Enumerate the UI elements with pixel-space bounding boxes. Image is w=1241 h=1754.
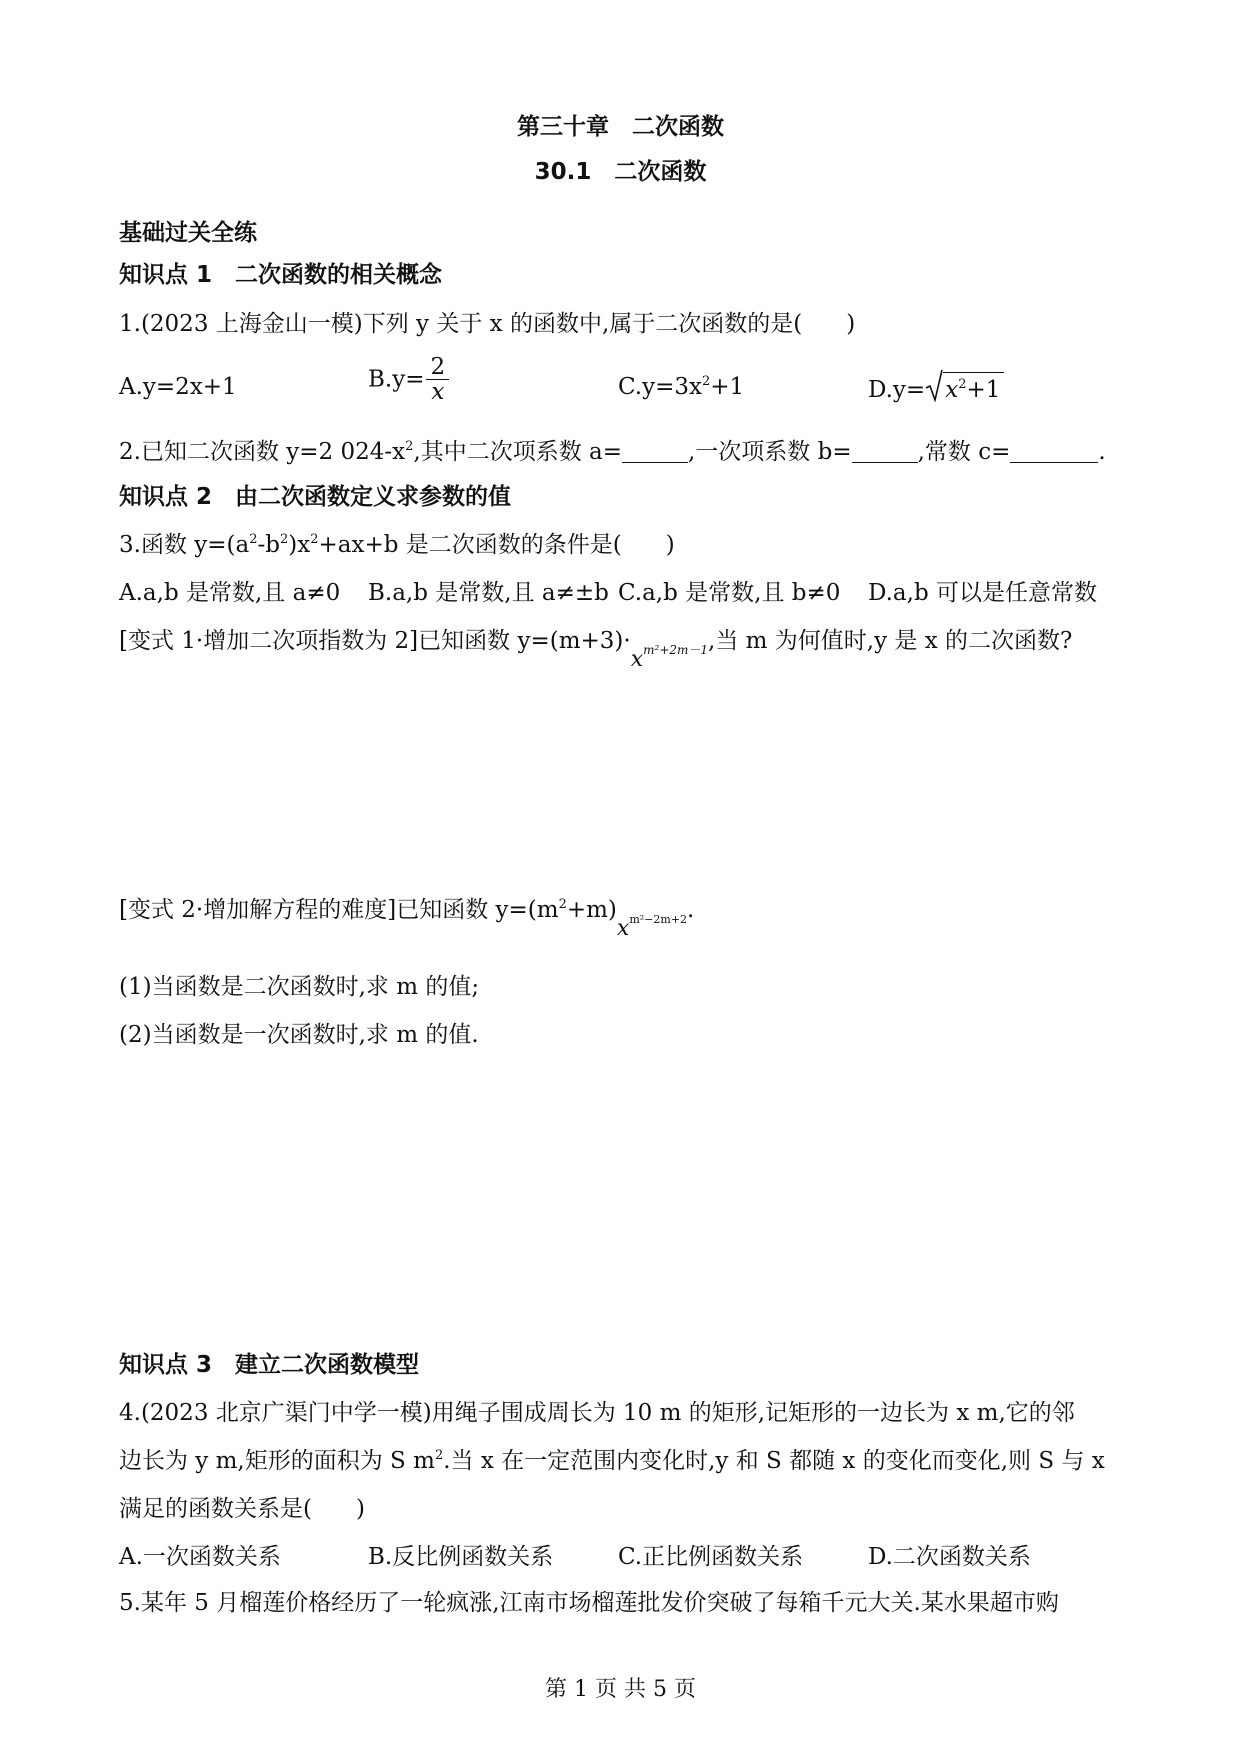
q4-option-b[interactable] — [368, 1542, 553, 1572]
question-3-stem — [119, 530, 675, 560]
radical-sign-icon — [925, 368, 943, 402]
q3-sup-1: 2 — [249, 532, 258, 547]
q1-close: ) — [846, 311, 856, 337]
knowledge-point-2: 知识点 2 由二次函数定义求参数的值 — [119, 484, 512, 510]
variant-2 — [119, 895, 695, 941]
question-4-line-3 — [119, 1494, 365, 1524]
q3-sup-2: 2 — [280, 532, 289, 547]
q3-option-b-text: B.a,b 是常数,且 a≠±b — [368, 580, 609, 606]
q3-option-a[interactable] — [119, 578, 340, 608]
q3-option-d[interactable] — [868, 578, 1097, 608]
radicand-post: +1 — [966, 377, 1001, 403]
q3-close: ) — [665, 532, 675, 558]
radicand-sup: 2 — [958, 377, 967, 392]
knowledge-point-3: 知识点 3 建立二次函数模型 — [119, 1352, 420, 1378]
q4-l3-text: 满足的函数关系是( — [119, 1496, 312, 1522]
q4-option-d[interactable] — [868, 1542, 1031, 1572]
q4-l2-pre: 边长为 y m,矩形的面积为 S m — [119, 1448, 435, 1474]
v2-sup: 2 — [558, 897, 567, 912]
variant-2-part-1: (1)当函数是二次函数时,求 m 的值; — [119, 974, 480, 1000]
v1-x: x — [630, 647, 644, 672]
q3-post: +ax+b 是二次函数的条件是( — [318, 532, 622, 558]
q3-option-a-text: A.a,b 是常数,且 a≠0 — [119, 580, 341, 606]
q2-blank-c[interactable] — [1010, 440, 1098, 463]
section-title: 30.1 二次函数 — [534, 159, 707, 185]
q2-pre: 2.已知二次函数 y=2 024-x — [119, 439, 406, 465]
knowledge-point-1: 知识点 1 二次函数的相关概念 — [119, 262, 443, 288]
q1-option-b[interactable] — [368, 355, 449, 404]
q4-option-a[interactable] — [119, 1542, 281, 1572]
radicand-x: x — [945, 377, 959, 403]
v1-post: ,当 m 为何值时,y 是 x 的二次函数? — [708, 628, 1073, 654]
variant-1 — [119, 626, 1073, 672]
q3-option-d-text: D.a,b 可以是任意常数 — [868, 580, 1097, 606]
q2-blank-b[interactable] — [852, 440, 918, 463]
q3-option-c[interactable] — [618, 578, 840, 608]
q1-option-d-sqrt — [925, 372, 1004, 405]
q2-sup: 2 — [405, 439, 414, 454]
variant-2-part-2: (2)当函数是一次函数时,求 m 的值. — [119, 1022, 479, 1048]
v2-exponent: m²−2m+2 — [629, 913, 688, 926]
q1-option-b-pre: B.y= — [368, 366, 425, 393]
fraction-numerator: 2 — [426, 355, 449, 380]
q4-option-d-text: D.二次函数关系 — [868, 1544, 1031, 1570]
q4-close: ) — [355, 1496, 365, 1522]
q3-mid1: -b — [257, 532, 280, 558]
q4-l2-sup: 2 — [434, 1448, 444, 1463]
page-footer: 第 1 页 共 5 页 — [545, 1677, 696, 1702]
q1-option-c-sup: 2 — [701, 374, 711, 389]
v1-pre: [变式 1·增加二次项指数为 2]已知函数 y=(m+3)· — [119, 628, 631, 654]
q1-option-c-post: +1 — [710, 374, 745, 400]
v2-pre: [变式 2·增加解方程的难度]已知函数 y=(m — [119, 897, 559, 923]
q1-option-b-fraction — [426, 355, 449, 404]
q2-end: . — [1098, 439, 1106, 465]
q2-mid1: ,其中二次项系数 a= — [413, 439, 622, 465]
fraction-denominator: x — [431, 379, 445, 405]
q3-option-c-text: C.a,b 是常数,且 b≠0 — [618, 580, 841, 606]
q2-blank-a[interactable] — [622, 440, 688, 463]
v2-x: x — [616, 916, 630, 941]
v2-mid: +m) — [566, 897, 617, 923]
question-2 — [119, 437, 1106, 467]
q4-option-c-text: C.正比例函数关系 — [618, 1544, 804, 1570]
question-4-line-1: 4.(2023 北京广渠门中学一模)用绳子围成周长为 10 m 的矩形,记矩形的一边长为 x m,它的邻 — [119, 1400, 1075, 1426]
q3-pre: 3.函数 y=(a — [119, 532, 250, 558]
q3-mid2: )x — [288, 532, 311, 558]
question-1-stem — [119, 309, 855, 339]
q1-option-a-text: A.y=2x+1 — [119, 374, 237, 400]
q3-option-b[interactable] — [368, 578, 609, 608]
q2-mid3: ,常数 c= — [917, 439, 1011, 465]
q1-option-c[interactable] — [618, 372, 744, 402]
question-5-line-1: 5.某年 5 月榴莲价格经历了一轮疯涨,江南市场榴莲批发价突破了每箱千元大关.某水果超市购 — [119, 1590, 1059, 1616]
q1-option-a[interactable] — [119, 372, 237, 402]
q4-option-c[interactable] — [618, 1542, 803, 1572]
q4-option-b-text: B.反比例函数关系 — [368, 1544, 554, 1570]
q1-option-c-pre: C.y=3x — [618, 374, 702, 400]
q1-option-d-pre: D.y= — [868, 377, 926, 403]
q3-sup-3: 2 — [310, 532, 319, 547]
chapter-title: 第三十章 二次函数 — [517, 114, 724, 140]
q2-mid2: ,一次项系数 b= — [688, 439, 852, 465]
v1-exponent: m²+2m－1 — [643, 643, 709, 657]
q1-stem-text: 1.(2023 上海金山一模)下列 y 关于 x 的函数中,属于二次函数的是( — [119, 311, 803, 337]
part-heading: 基础过关全练 — [119, 220, 257, 246]
q4-option-a-text: A.一次函数关系 — [119, 1544, 281, 1570]
q1-option-d[interactable] — [868, 372, 1004, 405]
question-4-line-2 — [119, 1446, 1105, 1476]
q4-l2-post: .当 x 在一定范围内变化时,y 和 S 都随 x 的变化而变化,则 S 与 x — [443, 1448, 1105, 1474]
v2-end: . — [687, 897, 695, 923]
